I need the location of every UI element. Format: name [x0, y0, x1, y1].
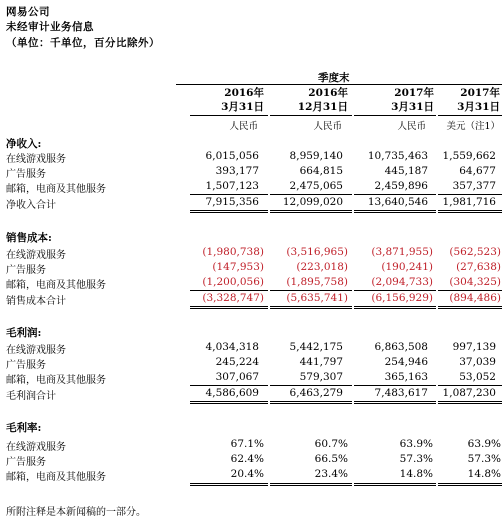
table-cell: 1,507,123 [205, 180, 259, 192]
table-cell: 6,863,508 [374, 341, 428, 353]
period-rule [176, 84, 502, 85]
col-header-year: 2017年 [460, 87, 500, 99]
table-cell: 1,559,662 [442, 150, 496, 162]
table-cell: 12,099,020 [282, 196, 343, 208]
col-currency: 美元（注1） [446, 121, 500, 132]
section-title-gross-profit: 毛利润: [6, 327, 42, 339]
table-cell: 2,475,065 [289, 180, 343, 192]
total-double-rule [438, 483, 502, 486]
row-label-total: 销售成本合计 [6, 296, 66, 307]
subtotal-rule [438, 290, 502, 291]
col-header-date: 3月31日 [221, 101, 264, 113]
table-cell: 997,139 [452, 341, 496, 353]
total-double-rule [190, 306, 268, 309]
table-cell: 664,815 [299, 165, 343, 177]
table-cell: 445,187 [384, 165, 428, 177]
subtotal-rule [354, 385, 436, 386]
row-label: 在线游戏服务 [6, 442, 66, 453]
report-title: 未经审计业务信息 [6, 21, 94, 33]
table-cell: 20.4% [230, 468, 264, 480]
table-cell: 6,463,279 [289, 387, 343, 399]
table-cell: (1,980,738) [202, 246, 264, 258]
row-label: 在线游戏服务 [6, 154, 66, 165]
table-cell: 62.4% [230, 453, 264, 465]
section-title-cost-of-revenue: 销售成本: [6, 232, 52, 244]
table-cell: 67.1% [230, 438, 264, 450]
row-label: 广告服务 [6, 265, 46, 276]
total-double-rule [270, 401, 352, 404]
table-cell: 23.4% [314, 468, 348, 480]
subtotal-rule [270, 194, 352, 195]
table-cell: 63.9% [467, 438, 501, 450]
table-cell: (27,638) [456, 261, 501, 273]
col-header-year: 2016年 [308, 87, 348, 99]
subtotal-rule [190, 194, 268, 195]
total-double-rule [190, 401, 268, 404]
footnote: 所附注释是本新闻稿的一部分。 [6, 507, 146, 518]
total-double-rule [190, 210, 268, 213]
table-cell: 245,224 [215, 356, 259, 368]
table-cell: (5,635,741) [286, 292, 348, 304]
col-header-rule [270, 115, 352, 116]
table-cell: (3,328,747) [202, 292, 264, 304]
table-cell: (6,156,929) [371, 292, 433, 304]
table-cell: 64,677 [459, 165, 496, 177]
subtotal-rule [438, 194, 502, 195]
row-label: 邮箱，电商及其他服务 [6, 375, 106, 386]
table-cell: 7,483,617 [374, 387, 428, 399]
table-cell: 393,177 [215, 165, 259, 177]
total-double-rule [354, 401, 436, 404]
table-cell: 579,307 [299, 371, 343, 383]
total-double-rule [354, 210, 436, 213]
row-label: 在线游戏服务 [6, 345, 66, 356]
total-double-rule [354, 306, 436, 309]
unit-note: （单位：千单位，百分比除外） [6, 37, 160, 49]
col-header-rule [438, 115, 502, 116]
subtotal-rule [354, 290, 436, 291]
table-cell: 14.8% [399, 468, 433, 480]
table-cell: (223,018) [296, 261, 348, 273]
row-label-total: 毛利润合计 [6, 391, 56, 402]
table-cell: 7,915,356 [205, 196, 259, 208]
col-header-year: 2016年 [224, 87, 264, 99]
table-cell: 13,640,546 [367, 196, 428, 208]
table-cell: 57.3% [399, 453, 433, 465]
table-cell: (3,871,955) [371, 246, 433, 258]
table-cell: (1,200,056) [202, 276, 264, 288]
total-double-rule [354, 483, 436, 486]
table-cell: 1,981,716 [442, 196, 496, 208]
col-header-date: 3月31日 [391, 101, 434, 113]
table-cell: 6,015,056 [205, 150, 259, 162]
table-cell: 60.7% [314, 438, 348, 450]
total-double-rule [190, 483, 268, 486]
total-double-rule [270, 483, 352, 486]
table-cell: 365,163 [384, 371, 428, 383]
row-label: 邮箱，电商及其他服务 [6, 184, 106, 195]
table-cell: 254,946 [384, 356, 428, 368]
table-cell: 357,377 [452, 180, 496, 192]
col-header-rule [190, 115, 268, 116]
table-cell: (562,523) [449, 246, 501, 258]
section-title-net-revenue: 净收入: [6, 138, 42, 150]
col-currency: 人民币 [397, 121, 426, 132]
company-name: 网易公司 [6, 6, 50, 18]
total-double-rule [438, 306, 502, 309]
period-label: 季度末 [318, 72, 350, 84]
row-label: 邮箱，电商及其他服务 [6, 472, 106, 483]
col-header-date: 12月31日 [297, 101, 348, 113]
row-label: 邮箱，电商及其他服务 [6, 280, 106, 291]
table-cell: (2,094,733) [371, 276, 433, 288]
col-header-year: 2017年 [394, 87, 434, 99]
table-cell: 4,586,609 [205, 387, 259, 399]
total-double-rule [270, 306, 352, 309]
table-cell: (190,241) [381, 261, 433, 273]
table-cell: 53,052 [459, 371, 496, 383]
total-double-rule [438, 401, 502, 404]
subtotal-rule [354, 194, 436, 195]
table-cell: (1,895,758) [286, 276, 348, 288]
table-cell: 4,034,318 [205, 341, 259, 353]
table-cell: 57.3% [467, 453, 501, 465]
subtotal-rule [270, 290, 352, 291]
subtotal-rule [190, 385, 268, 386]
table-cell: 37,039 [459, 356, 496, 368]
table-cell: 66.5% [314, 453, 348, 465]
total-double-rule [438, 210, 502, 213]
table-cell: 63.9% [399, 438, 433, 450]
subtotal-rule [190, 290, 268, 291]
row-label: 广告服务 [6, 457, 46, 468]
row-label-total: 净收入合计 [6, 200, 56, 211]
table-cell: 5,442,175 [289, 341, 343, 353]
subtotal-rule [438, 385, 502, 386]
table-cell: 8,959,140 [289, 150, 343, 162]
table-cell: (304,325) [449, 276, 501, 288]
table-cell: (894,486) [449, 292, 501, 304]
total-double-rule [270, 210, 352, 213]
col-currency: 人民币 [229, 121, 258, 132]
col-currency: 人民币 [313, 121, 342, 132]
table-cell: (147,953) [212, 261, 264, 273]
table-cell: 307,067 [215, 371, 259, 383]
table-cell: 10,735,463 [367, 150, 428, 162]
table-cell: (3,516,965) [286, 246, 348, 258]
subtotal-rule [270, 385, 352, 386]
col-header-date: 3月31日 [457, 101, 500, 113]
row-label: 广告服务 [6, 169, 46, 180]
col-header-rule [354, 115, 436, 116]
table-cell: 1,087,230 [442, 387, 496, 399]
table-cell: 441,797 [299, 356, 343, 368]
table-cell: 2,459,896 [374, 180, 428, 192]
table-cell: 14.8% [467, 468, 501, 480]
row-label: 在线游戏服务 [6, 250, 66, 261]
section-title-gross-margin: 毛利率: [6, 422, 42, 434]
row-label: 广告服务 [6, 360, 46, 371]
